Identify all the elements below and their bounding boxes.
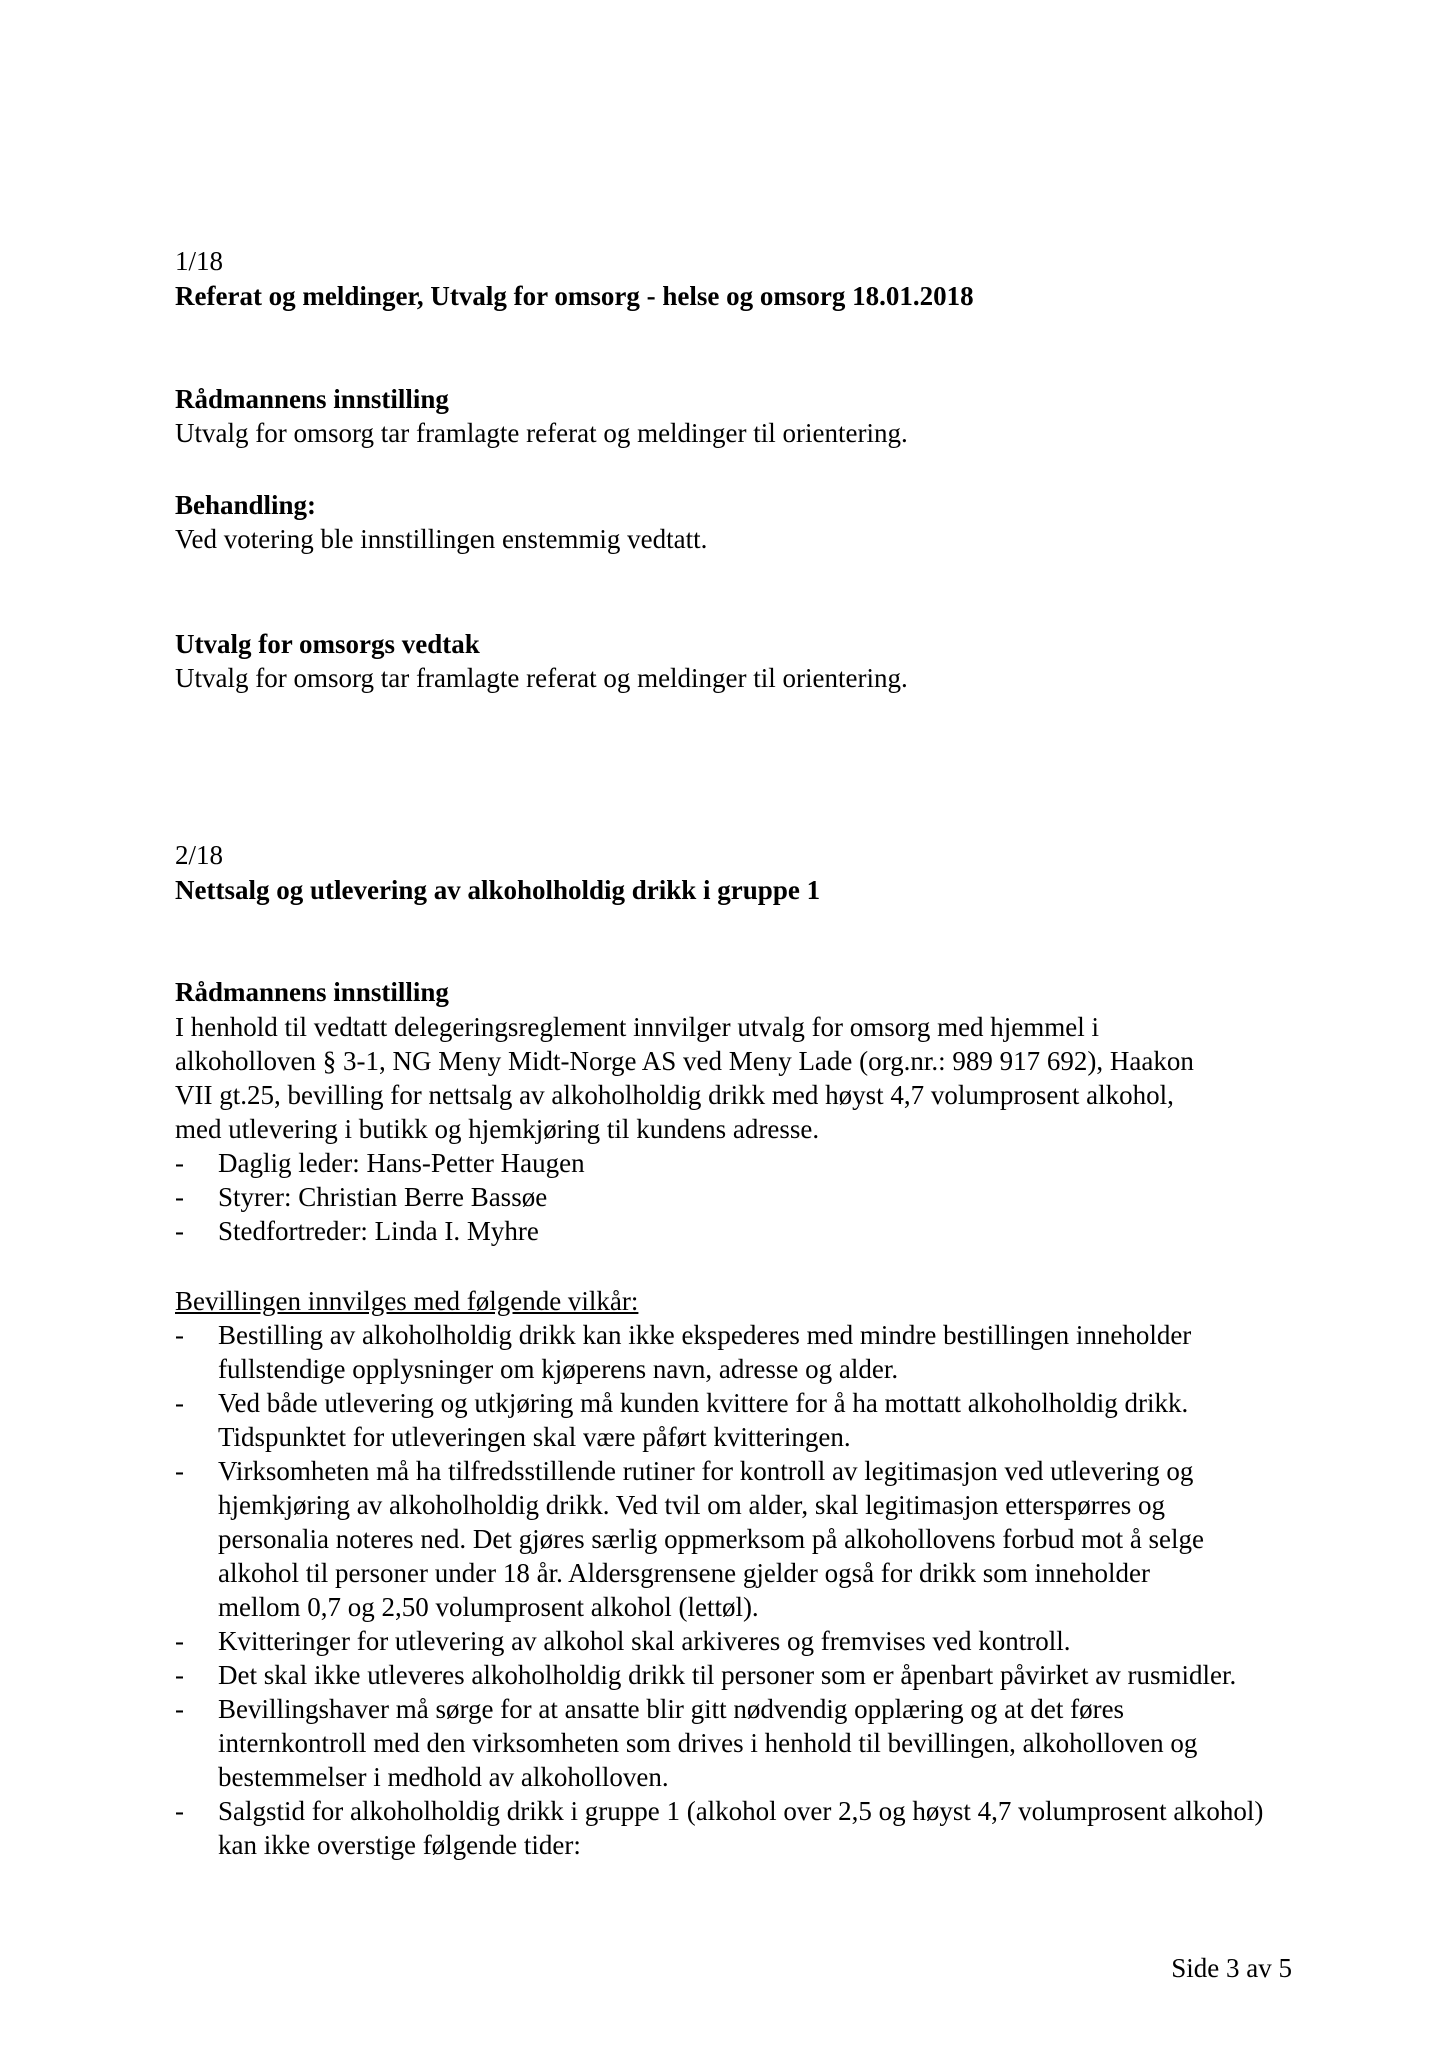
bullet-dash: - [175,1148,184,1178]
bullet-dash: - [175,1388,184,1418]
bullet-dash: - [175,1796,184,1826]
condition-line: Kvitteringer for utlevering av alkohol skal arkiveres og fremvises ved kontroll. [218,1626,1071,1656]
condition-line: personalia noteres ned. Det gjøres særlig oppmerksom på alkohollovens forbud mot å selge [218,1524,1205,1554]
condition-text [218,1658,1295,1692]
bullet-dash: - [175,1456,184,1486]
condition-text [218,1624,1295,1658]
condition-line: Salgstid for alkoholholdig drikk i gruppe 1 (alkohol over 2,5 og høyst 4,7 volumprosent alkohol) [218,1796,1264,1826]
recommendation-line: I henhold til vedtatt delegeringsreglement innvilger utvalg for omsorg med hjemmel i [175,1012,1100,1042]
condition-line: Tidspunktet for utleveringen skal være påført kvitteringen. [218,1422,851,1452]
page-number: Side 3 av 5 [1171,1953,1292,1983]
bullet-dash: - [175,1182,184,1212]
condition-text [218,1692,1295,1794]
recommendation-line: alkoholloven § 3-1, NG Meny Midt-Norge AS ved Meny Lade (org.nr.: 989 917 692), Haakon [175,1046,1194,1076]
decision-heading-1: Utvalg for omsorgs vedtak [175,629,480,659]
condition-line: kan ikke overstige følgende tider: [218,1830,581,1860]
condition-line: Ved både utlevering og utkjøring må kunden kvittere for å ha mottatt alkoholholdig drikk. [218,1388,1189,1418]
condition-line: hjemkjøring av alkoholholdig drikk. Ved tvil om alder, skal legitimasjon etterspørres og [218,1490,1166,1520]
bullet-dash: - [175,1216,184,1246]
decision-text-1: Utvalg for omsorg tar framlagte referat og meldinger til orientering. [175,663,908,693]
condition-text [218,1318,1295,1386]
condition-line: internkontroll med den virksomheten som drives i henhold til bevillingen, alkoholloven og [218,1728,1198,1758]
person-text: Stedfortreder: Linda I. Myhre [218,1216,539,1246]
condition-text [218,1386,1295,1454]
conditions-heading: Bevillingen innvilges med følgende vilkår: [175,1286,639,1316]
condition-line: Bevillingshaver må sørge for at ansatte blir gitt nødvendig opplæring og at det føres [218,1694,1125,1724]
treatment-heading-1: Behandling: [175,490,317,520]
recommendation-paragraph-2 [175,1010,1295,1146]
case-number-2: 2/18 [175,840,224,870]
condition-line: Virksomheten må ha tilfredsstillende rutiner for kontroll av legitimasjon ved utlevering og [218,1456,1194,1486]
condition-line: bestemmelser i medhold av alkoholloven. [218,1762,669,1792]
condition-text [218,1794,1295,1862]
recommendation-line: med utlevering i butikk og hjemkjøring til kundens adresse. [175,1114,820,1144]
bullet-dash: - [175,1660,184,1690]
condition-line: Det skal ikke utleveres alkoholholdig drikk til personer som er åpenbart påvirket av rusmidler. [218,1660,1237,1690]
condition-line: Bestilling av alkoholholdig drikk kan ikke ekspederes med mindre bestillingen inneholder [218,1320,1192,1350]
bullet-dash: - [175,1694,184,1724]
person-text: Daglig leder: Hans-Petter Haugen [218,1148,585,1178]
case-number-1: 1/18 [175,246,224,276]
condition-line: mellom 0,7 og 2,50 volumprosent alkohol (lettøl). [218,1592,759,1622]
recommendation-line: VII gt.25, bevilling for nettsalg av alkoholholdig drikk med høyst 4,7 volumprosent alkohol, [175,1080,1174,1110]
bullet-dash: - [175,1320,184,1350]
treatment-text-1: Ved votering ble innstillingen enstemmig vedtatt. [175,524,708,554]
case-title-1: Referat og meldinger, Utvalg for omsorg - helse og omsorg 18.01.2018 [175,281,974,311]
condition-text [218,1454,1295,1624]
recommendation-text-1: Utvalg for omsorg tar framlagte referat og meldinger til orientering. [175,418,908,448]
condition-line: alkohol til personer under 18 år. Aldersgrensene gjelder også for drikk som inneholder [218,1558,1151,1588]
recommendation-heading-2: Rådmannens innstilling [175,977,449,1007]
recommendation-heading-1: Rådmannens innstilling [175,384,449,414]
bullet-dash: - [175,1626,184,1656]
case-title-2: Nettsalg og utlevering av alkoholholdig drikk i gruppe 1 [175,875,821,905]
person-text: Styrer: Christian Berre Bassøe [218,1182,548,1212]
condition-line: fullstendige opplysninger om kjøperens navn, adresse og alder. [218,1354,899,1384]
